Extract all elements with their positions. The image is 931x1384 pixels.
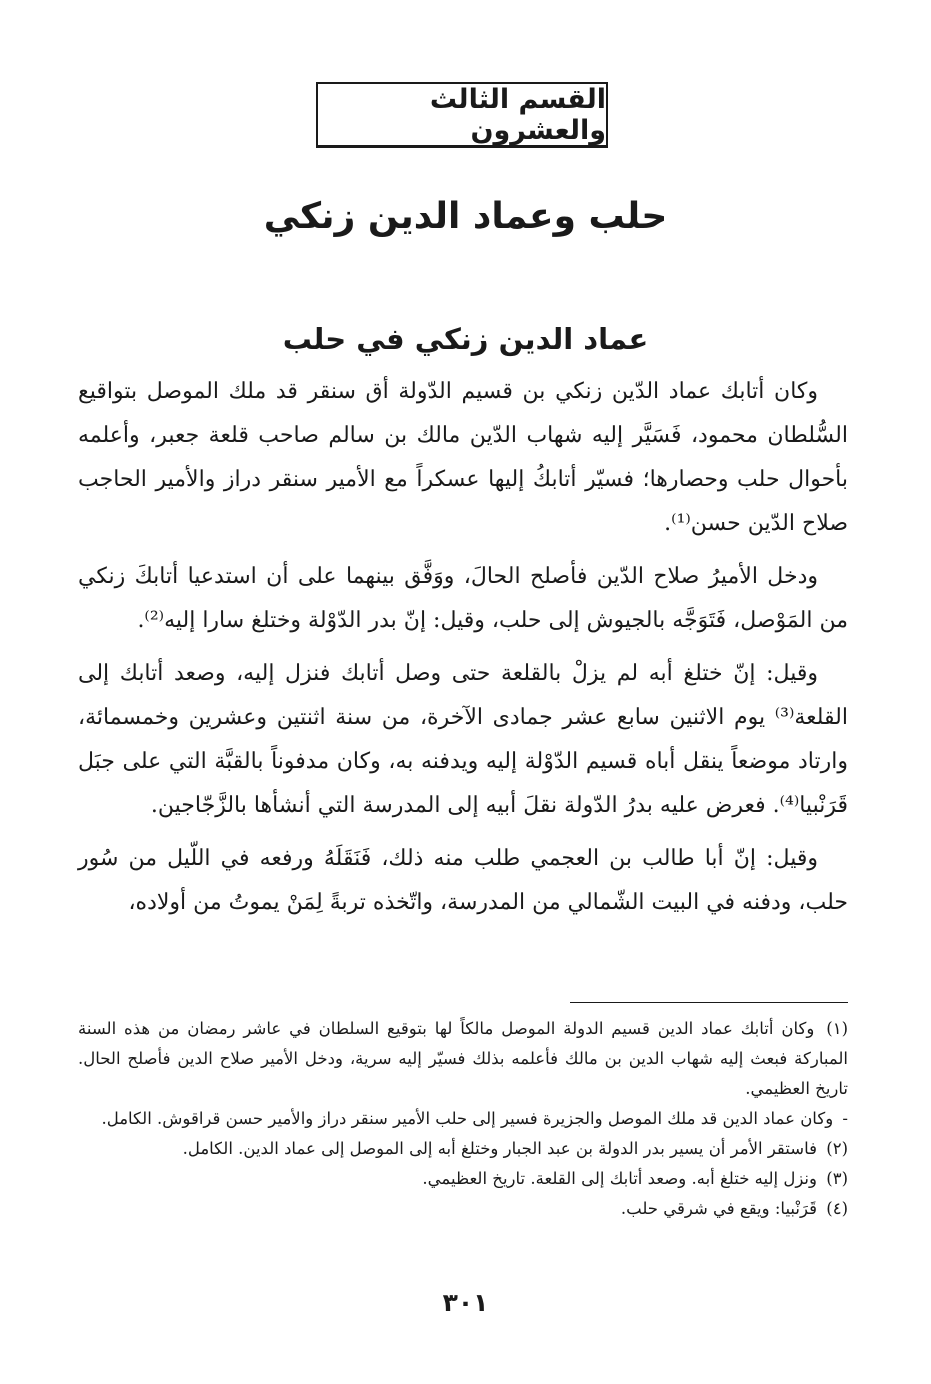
footnote-text: فاستقر الأمر أن يسير بدر الدولة بن عبد الجبار وختلغ أبه إلى الموصل إلى عماد الدين. الكامل. — [182, 1139, 817, 1158]
footnote — [78, 1164, 848, 1194]
footnote-number: (٣) — [826, 1169, 848, 1188]
footnote — [78, 1014, 848, 1104]
footnote-number: - — [842, 1109, 848, 1128]
page-number: ٣٠١ — [442, 1288, 489, 1317]
paragraph: وقيل: إنّ ختلغ أبه لم يزلْ بالقلعة حتى وصل أتابك فنزل إليه، وصعد أتابك إلى القلعة⁽³⁾ يوم الاثنين سابع عشر جمادى الآخرة، من سنة اثنتين وعشرين وخمسمائة، وارتاد موضعاً ينقل أباه قسيم الدّوْلة إليه ويدفنه به، وكان مدفوناً بالقبَّة التي على جبَل قَرَنْبيا⁽⁴⁾. فعرض عليه بدرُ الدّولة نقلَ أبيه إلى المدرسة التي أنشأها بالزَّجّاجين. — [78, 661, 848, 818]
footnote — [78, 1194, 848, 1224]
footnote-number: (١) — [826, 1019, 848, 1038]
footnote-number: (٤) — [826, 1199, 848, 1218]
footnotes — [78, 1014, 848, 1224]
chapter-title: حلب وعماد الدين زنكي — [263, 196, 668, 237]
footnote — [78, 1134, 848, 1164]
paragraph: وقيل: إنّ أبا طالب بن العجمي طلب منه ذلك، فَنَقَلَهُ ورفعه في اللّيل من سُور حلب، ودفنه في البيت الشّمالي من المدرسة، واتّخذه تربةً لِمَنْ يموتُ من أولاده، — [78, 846, 848, 915]
footnote-text: ونزل إليه ختلغ أبه. وصعد أتابك إلى القلعة. تاريخ العظيمي. — [422, 1169, 817, 1188]
part-title-box — [316, 82, 608, 148]
footnote — [78, 1104, 848, 1134]
footnote-number: (٢) — [826, 1139, 848, 1158]
section-heading: عماد الدين زنكي في حلب — [282, 322, 649, 356]
footnote-text: وكان أتابك عماد الدين قسيم الدولة الموصل مالكاً لها بتوقيع السلطان في عاشر رمضان من هذه السنة المباركة فبعث إليه شهاب الدين بن مالك فأعلمه بذلك فسيّر إليه سرية، ودخل الأمير صلاح الدين فأصلح الحال. تاريخ العظيمي. — [78, 1019, 848, 1098]
footnote-separator — [570, 1002, 848, 1003]
part-title: القسم الثالث والعشرون — [429, 83, 606, 146]
body-text — [78, 370, 848, 934]
footnote-text: وكان عماد الدين قد ملك الموصل والجزيرة فسير إلى حلب الأمير سنقر دراز والأمير حسن قراقوش. الكامل. — [101, 1109, 834, 1128]
footnote-text: قَرَنْبيا: ويقع في شرقي حلب. — [620, 1199, 817, 1218]
paragraph: وكان أتابك عماد الدّين زنكي بن قسيم الدّولة أق سنقر قد ملك الموصل بتواقيع السُّلطان محمود، فَسَيَّر إليه شهاب الدّين مالك بن سالم صاحب قلعة جعبر، وأعلمه بأحوال حلب وحصارها؛ فسيّر أتابكُ إليها عسكراً مع الأمير سنقر دراز والأمير الحاجب صلاح الدّين حسن⁽¹⁾. — [78, 379, 848, 536]
paragraph: ودخل الأميرُ صلاح الدّين فأصلح الحالَ، ووَفَّق بينهما على أن استدعيا أتابكَ زنكي من المَوْصل، فَتَوَجَّه بالجيوش إلى حلب، وقيل: إنّ بدر الدّوْلة وختلغ سارا إليه⁽²⁾. — [78, 564, 848, 633]
